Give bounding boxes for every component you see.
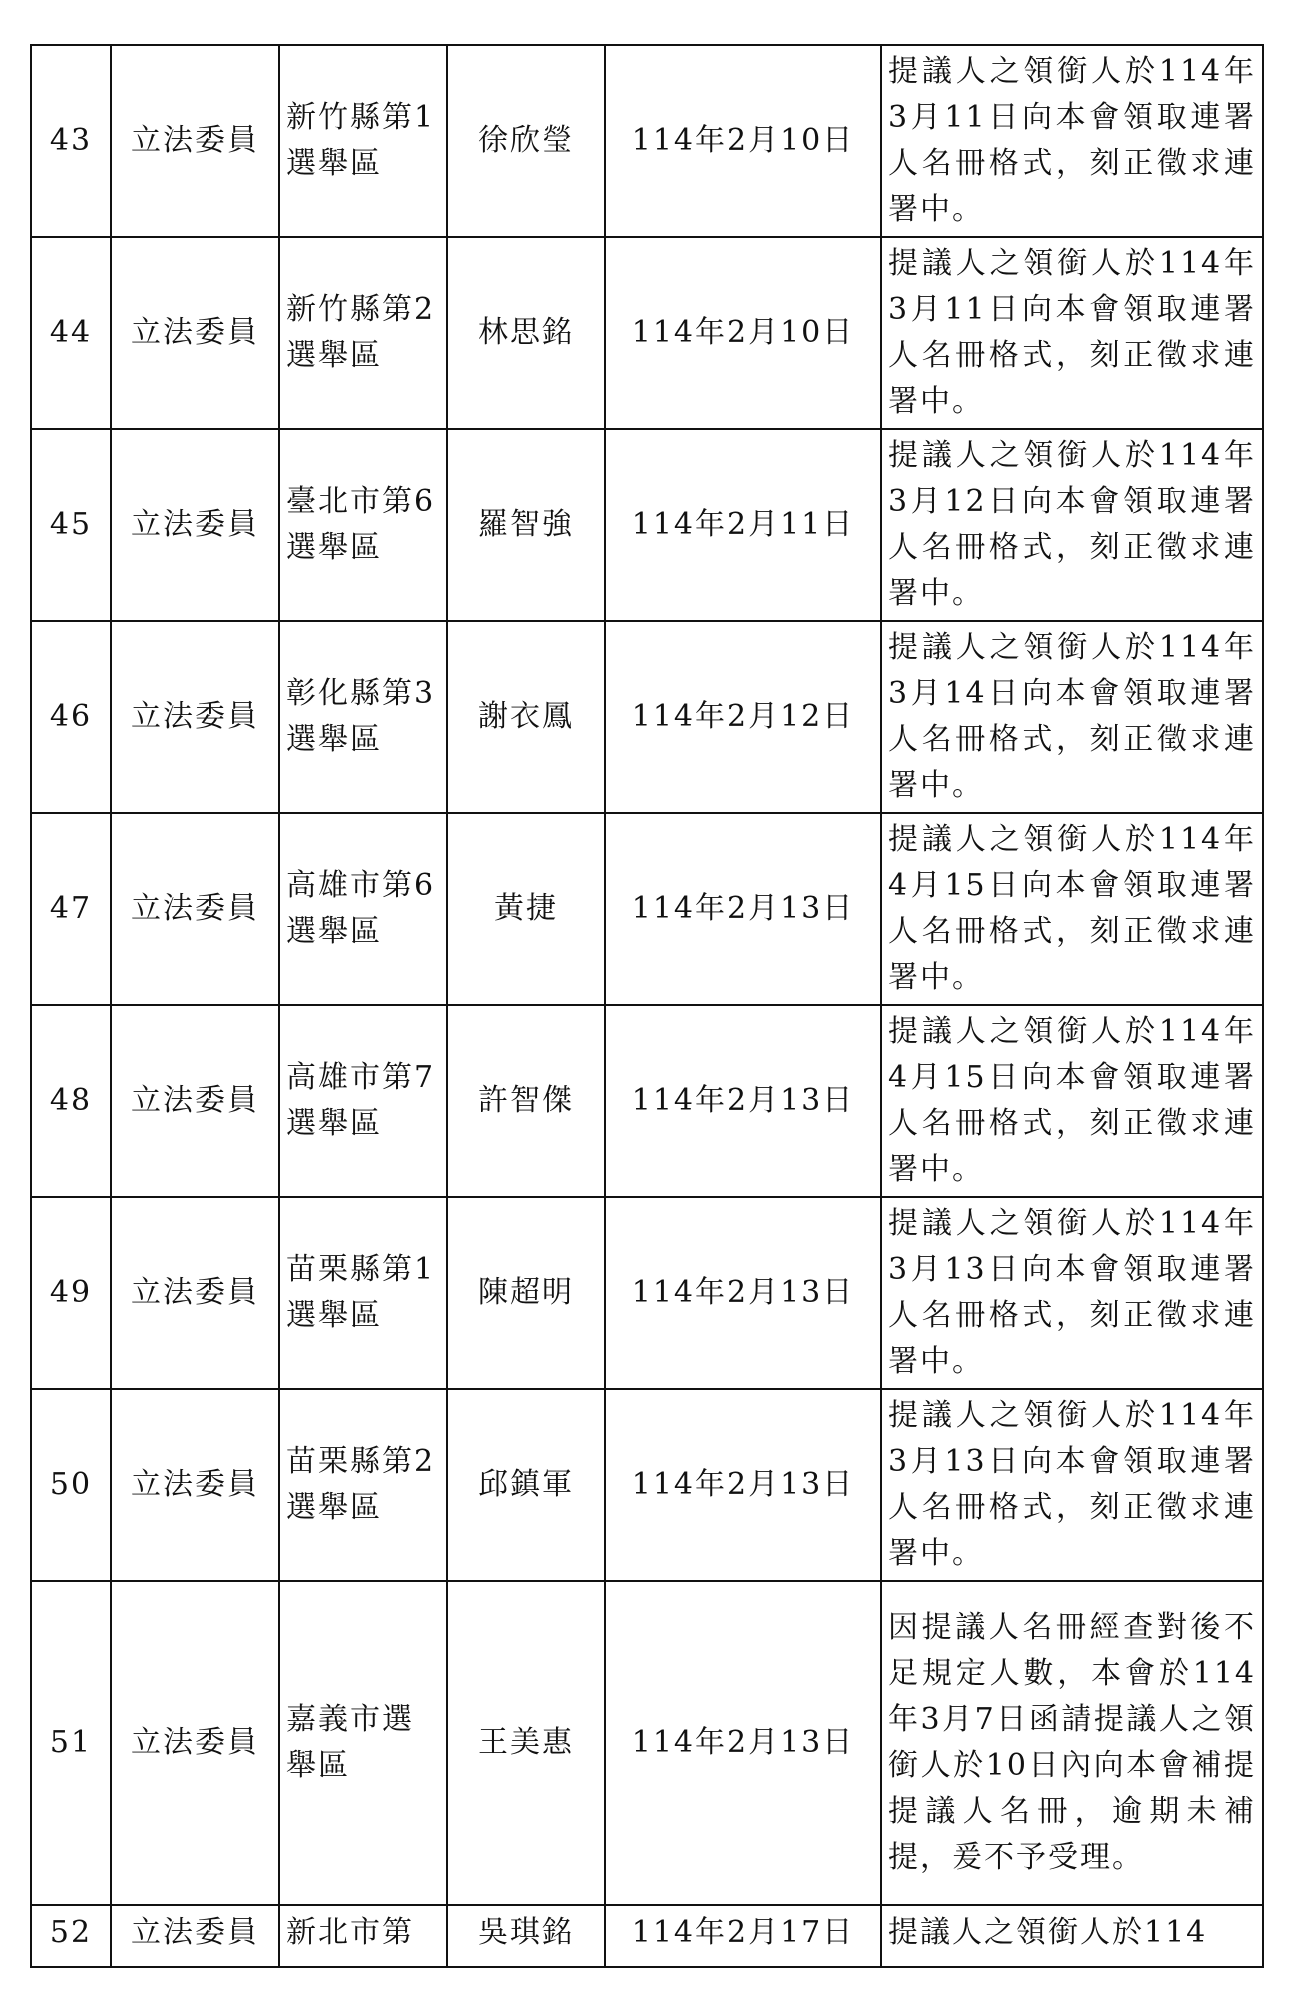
office-title-cell: 立法委員	[111, 1197, 279, 1389]
legislator-name-cell: 羅智強	[447, 429, 605, 621]
district-cell: 彰化縣第3選舉區	[279, 621, 447, 813]
district-cell: 新竹縣第2選舉區	[279, 237, 447, 429]
district-cell: 高雄市第6選舉區	[279, 813, 447, 1005]
office-title-cell: 立法委員	[111, 1389, 279, 1581]
filing-date-cell: 114年2月13日	[605, 1005, 881, 1197]
table-row	[31, 621, 1263, 813]
status-cell: 提議人之領銜人於114年3月13日向本會領取連署人名冊格式，刻正徵求連署中。	[881, 1197, 1263, 1389]
case-number-cell: 47	[31, 813, 111, 1005]
status-cell: 提議人之領銜人於114年3月11日向本會領取連署人名冊格式，刻正徵求連署中。	[881, 237, 1263, 429]
case-number-cell: 46	[31, 621, 111, 813]
case-number-cell: 52	[31, 1905, 111, 1967]
recall-cases-table	[30, 44, 1264, 1968]
table-row	[31, 1581, 1263, 1905]
legislator-name-cell: 黃捷	[447, 813, 605, 1005]
status-cell: 提議人之領銜人於114年3月14日向本會領取連署人名冊格式，刻正徵求連署中。	[881, 621, 1263, 813]
table-row	[31, 237, 1263, 429]
office-title-cell: 立法委員	[111, 1581, 279, 1905]
filing-date-cell: 114年2月10日	[605, 237, 881, 429]
legislator-name-cell: 徐欣瑩	[447, 45, 605, 237]
district-cell: 高雄市第7選舉區	[279, 1005, 447, 1197]
filing-date-cell: 114年2月17日	[605, 1905, 881, 1967]
case-number-cell: 44	[31, 237, 111, 429]
table-row	[31, 813, 1263, 1005]
status-cell: 因提議人名冊經查對後不足規定人數，本會於114年3月7日函請提議人之領銜人於10日內向本會補提提議人名冊，逾期未補提，爰不予受理。	[881, 1581, 1263, 1905]
office-title-cell: 立法委員	[111, 237, 279, 429]
case-number-cell: 48	[31, 1005, 111, 1197]
office-title-cell: 立法委員	[111, 1005, 279, 1197]
case-number-cell: 45	[31, 429, 111, 621]
legislator-name-cell: 許智傑	[447, 1005, 605, 1197]
table-body	[31, 45, 1263, 1967]
filing-date-cell: 114年2月13日	[605, 1389, 881, 1581]
district-cell: 新北市第	[279, 1905, 447, 1967]
legislator-name-cell: 吳琪銘	[447, 1905, 605, 1967]
legislator-name-cell: 陳超明	[447, 1197, 605, 1389]
district-cell: 苗栗縣第1選舉區	[279, 1197, 447, 1389]
status-cell: 提議人之領銜人於114年3月13日向本會領取連署人名冊格式，刻正徵求連署中。	[881, 1389, 1263, 1581]
table-row	[31, 1905, 1263, 1967]
filing-date-cell: 114年2月12日	[605, 621, 881, 813]
case-number-cell: 43	[31, 45, 111, 237]
office-title-cell: 立法委員	[111, 45, 279, 237]
status-cell: 提議人之領銜人於114年4月15日向本會領取連署人名冊格式，刻正徵求連署中。	[881, 813, 1263, 1005]
office-title-cell: 立法委員	[111, 813, 279, 1005]
district-cell: 臺北市第6選舉區	[279, 429, 447, 621]
district-cell: 新竹縣第1選舉區	[279, 45, 447, 237]
office-title-cell: 立法委員	[111, 1905, 279, 1967]
legislator-name-cell: 謝衣鳳	[447, 621, 605, 813]
filing-date-cell: 114年2月10日	[605, 45, 881, 237]
table-row	[31, 1197, 1263, 1389]
legislator-name-cell: 邱鎮軍	[447, 1389, 605, 1581]
table-row	[31, 45, 1263, 237]
status-cell: 提議人之領銜人於114	[881, 1905, 1263, 1967]
filing-date-cell: 114年2月13日	[605, 1197, 881, 1389]
case-number-cell: 49	[31, 1197, 111, 1389]
status-cell: 提議人之領銜人於114年3月12日向本會領取連署人名冊格式，刻正徵求連署中。	[881, 429, 1263, 621]
office-title-cell: 立法委員	[111, 621, 279, 813]
filing-date-cell: 114年2月13日	[605, 813, 881, 1005]
office-title-cell: 立法委員	[111, 429, 279, 621]
table-row	[31, 1005, 1263, 1197]
status-cell: 提議人之領銜人於114年4月15日向本會領取連署人名冊格式，刻正徵求連署中。	[881, 1005, 1263, 1197]
case-number-cell: 51	[31, 1581, 111, 1905]
table-row	[31, 1389, 1263, 1581]
filing-date-cell: 114年2月11日	[605, 429, 881, 621]
legislator-name-cell: 王美惠	[447, 1581, 605, 1905]
district-cell: 苗栗縣第2選舉區	[279, 1389, 447, 1581]
filing-date-cell: 114年2月13日	[605, 1581, 881, 1905]
case-number-cell: 50	[31, 1389, 111, 1581]
table-row	[31, 429, 1263, 621]
district-cell: 嘉義市選舉區	[279, 1581, 447, 1905]
status-cell: 提議人之領銜人於114年3月11日向本會領取連署人名冊格式，刻正徵求連署中。	[881, 45, 1263, 237]
legislator-name-cell: 林思銘	[447, 237, 605, 429]
